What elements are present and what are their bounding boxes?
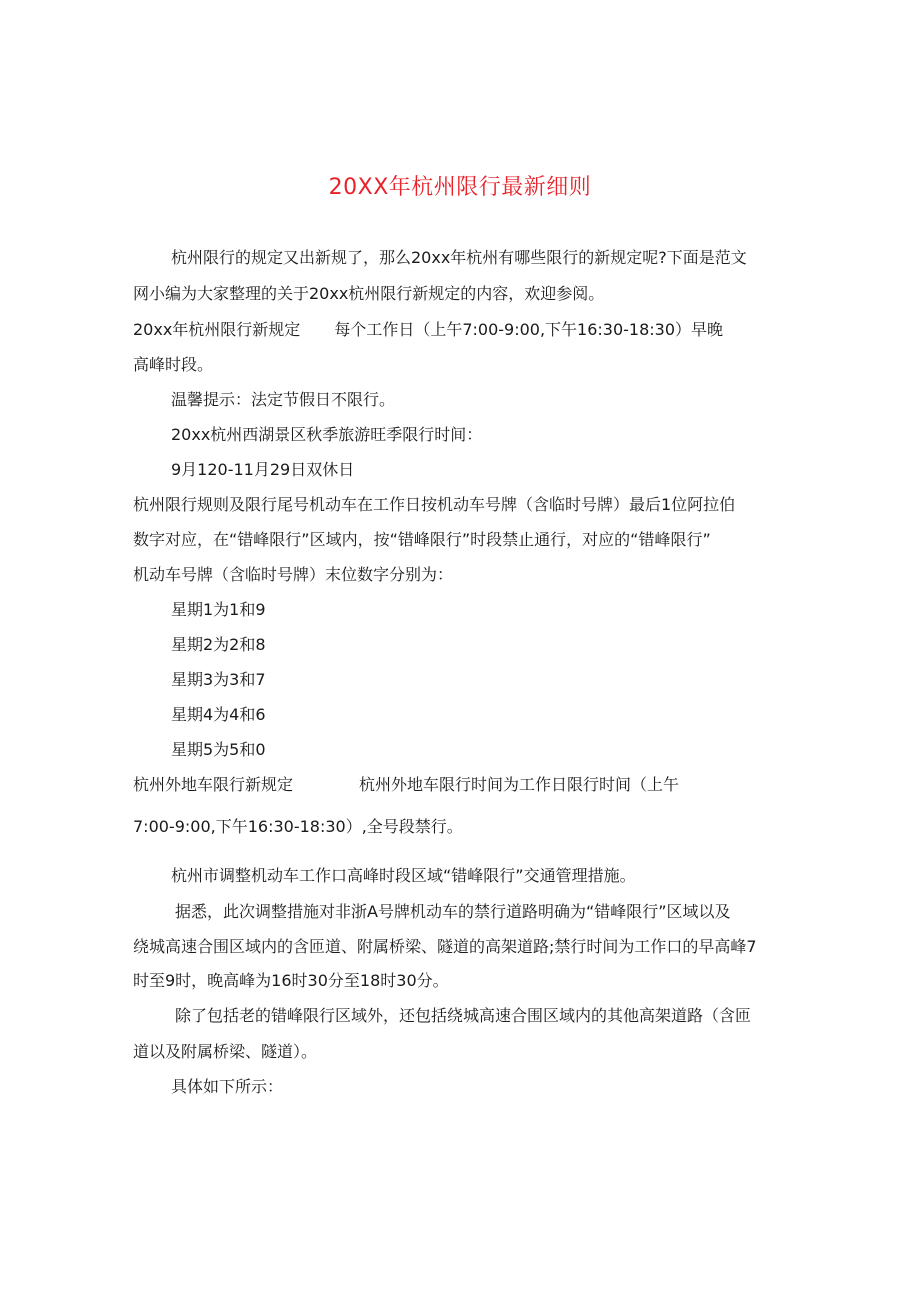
- nonlocal-heading: 杭州外地车限行新规定: [133, 775, 294, 794]
- tail-rule-line-3: 机动车号牌（含临时号牌）末位数字分别为：: [133, 565, 454, 584]
- weekday-item: 星期3为3和7: [171, 670, 266, 689]
- adjust-para-line-3: 时至9时，晚高峰为16时30分至18时30分。: [133, 971, 449, 990]
- rule-line: [133, 319, 723, 341]
- weekday-item: 星期5为5和0: [171, 740, 266, 759]
- adjust-heading: 杭州市调整机动车工作口高峰时段区域“错峰限行”交通管理措施。: [171, 866, 636, 885]
- weekday-item: 星期1为1和9: [171, 600, 266, 619]
- adjust-para-line-2: 绕城高速合围区域内的含匝道、附属桥梁、隧道的高架道路;禁行时间为工作口的早高峰7: [133, 937, 757, 956]
- intro-line-1: 杭州限行的规定又出新规了，那么20xx年杭州有哪些限行的新规定呢?下面是范文: [171, 248, 747, 267]
- document-title: 20XX年杭州限行最新细则: [328, 175, 592, 200]
- extra-line-1: 除了包括老的错峰限行区域外，还包括绕城高速合围区域内的其他高架道路（含匝: [175, 1006, 752, 1025]
- weekday-item: 星期4为4和6: [171, 705, 266, 724]
- nonlocal-line: [133, 774, 679, 796]
- rule-time: 每个工作日（上午7:00-9:00,下午16:30-18:30）早晚: [334, 320, 724, 339]
- tail-rule-line-1: 杭州限行规则及限行尾号机动车在工作日按机动车号牌（含临时号牌）最后1位阿拉伯: [133, 495, 736, 514]
- extra-line-2: 道以及附属桥梁、隧道）。: [133, 1042, 318, 1061]
- rule-heading: 20xx年杭州限行新规定: [133, 320, 301, 339]
- intro-line-2: 网小编为大家整理的关于20xx杭州限行新规定的内容，欢迎参阅。: [133, 284, 605, 303]
- nonlocal-text: 杭州外地车限行时间为工作日限行时间（上午: [359, 775, 680, 794]
- closing-line: 具体如下所示：: [171, 1077, 284, 1096]
- tail-rule-line-2: 数字对应，在“错峰限行”区域内，按“错峰限行”时段禁止通行，对应的“错峰限行”: [133, 530, 711, 549]
- holiday-tip: 温馨提示：法定节假日不限行。: [171, 390, 396, 409]
- westlake-dates: 9月120-11月29日双休日: [171, 460, 355, 479]
- rule-time-continued: 高峰时段。: [133, 355, 214, 374]
- weekday-item: 星期2为2和8: [171, 635, 266, 654]
- nonlocal-text-continued: 7:00-9:00,下午16:30-18:30）,全号段禁行。: [133, 817, 463, 836]
- adjust-para-line-1: 据悉，此次调整措施对非浙A号牌机动车的禁行道路明确为“错峰限行”区域以及: [175, 902, 731, 921]
- westlake-heading: 20xx杭州西湖景区秋季旅游旺季限行时间：: [171, 425, 483, 444]
